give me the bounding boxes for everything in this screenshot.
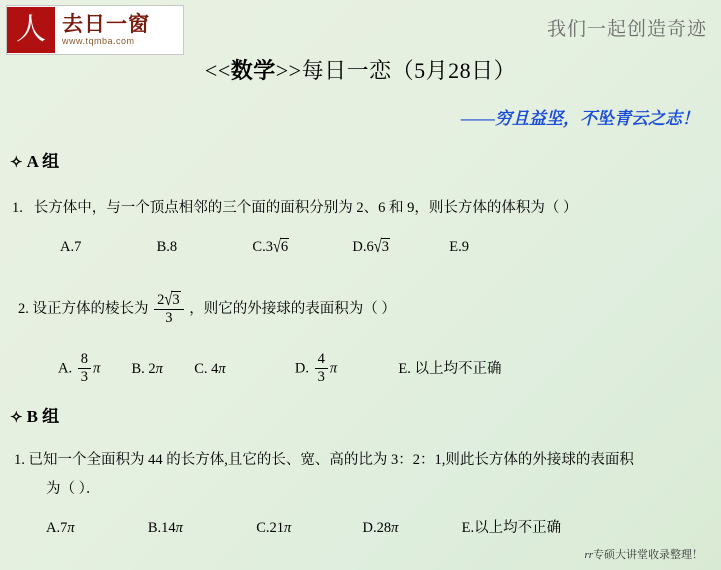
option-a1-A-value: 7	[74, 239, 82, 255]
fraction-4-over-3: $\frac{4}{3}$	[315, 351, 328, 385]
option-a2-A-letter: A.	[58, 360, 73, 377]
option-a1-B-letter: B.	[156, 239, 170, 255]
section-label-a: A 组	[26, 152, 60, 171]
option-a1-E[interactable]	[449, 239, 469, 256]
option-a1-A[interactable]	[60, 239, 81, 256]
option-a2-A[interactable]: A. $\frac{8}{3}$ π	[58, 351, 101, 385]
options-a2	[58, 352, 501, 386]
question-a2-text-before: 设正方体的棱长为	[32, 301, 149, 317]
option-a2-D[interactable]: D. $\frac{4}{3}$ π	[294, 351, 338, 385]
option-a2-C-letter: C.	[194, 360, 208, 377]
option-b1-A-letter: A.	[46, 520, 61, 536]
logo-glyph: 人	[16, 13, 46, 46]
title-prefix: <<	[204, 58, 231, 83]
option-a1-D-letter: D.	[352, 239, 367, 255]
question-a2	[18, 289, 708, 327]
option-a1-A-letter: A.	[60, 239, 75, 255]
site-logo	[6, 5, 184, 55]
option-b1-B-letter: B.	[147, 520, 162, 536]
option-a1-D[interactable]: D.6√3	[352, 236, 389, 257]
question-b1-line2-wrap	[46, 479, 100, 501]
option-b1-E[interactable]	[462, 516, 561, 537]
section-label-b: B 组	[26, 407, 60, 426]
footer-prefix: rr	[584, 549, 593, 561]
logo-text	[55, 13, 150, 46]
option-a1-C[interactable]: C.3√6	[252, 236, 289, 257]
question-a2-text-after: ，则它的外接球的表面积为（ ）	[189, 301, 396, 317]
motto-text: ——穷且益坚，不坠青云之志！	[461, 109, 699, 128]
option-a1-C-letter: C.	[252, 239, 266, 255]
question-b1-number: 1.	[14, 452, 25, 468]
logo-mark-icon	[7, 7, 55, 53]
section-heading-b	[10, 402, 59, 427]
option-b1-E-letter: E.	[461, 520, 475, 536]
question-b1-line2: 为（ ）．	[46, 481, 101, 497]
diamond-icon: ✧	[10, 155, 23, 171]
footer-credit	[584, 546, 703, 562]
option-b1-A[interactable]: A.7π	[46, 520, 75, 536]
option-a2-E-value: 以上均不正确	[414, 360, 502, 377]
options-a1	[60, 238, 469, 256]
option-a2-E[interactable]	[398, 357, 501, 378]
option-a2-C[interactable]: C. 4π	[194, 360, 226, 377]
option-b1-C[interactable]: C.21π	[256, 520, 292, 536]
option-a1-E-letter: E.	[449, 239, 462, 255]
question-a1-text: 长方体中，与一个顶点相邻的三个面的面积分别为 2、6 和 9，则长方体的体积为（ ）	[33, 200, 578, 216]
question-a2-number: 2.	[18, 301, 29, 317]
title-subject: 数学	[230, 58, 276, 83]
option-b1-C-letter: C.	[256, 520, 270, 536]
title-suffix: >>每日一恋（5月28日）	[275, 58, 517, 83]
option-a2-D-letter: D.	[294, 360, 309, 377]
logo-main-text: 去日一窗	[62, 12, 150, 37]
question-a1	[12, 198, 712, 220]
question-b1-line1: 已知一个全面积为 44 的长方体,且它的长、宽、高的比为 3：2：1,则此长方体的外接球的表面积	[28, 452, 634, 468]
option-b1-D[interactable]: D.28π	[362, 520, 399, 536]
option-a2-B[interactable]: B. 2π	[131, 360, 163, 377]
diamond-icon-b: ✧	[10, 410, 23, 426]
sqrt-3: √3	[373, 236, 389, 257]
option-b1-B[interactable]: B.14π	[147, 520, 183, 536]
option-a2-E-letter: E.	[398, 360, 411, 377]
page-title	[0, 54, 721, 85]
option-a1-B-value: 8	[169, 239, 178, 255]
logo-sub-text: www.tqmba.com	[62, 36, 135, 47]
option-b1-D-letter: D.	[362, 520, 377, 536]
fraction-2sqrt3-over-3	[154, 291, 183, 326]
option-a1-E-value: 9	[461, 239, 469, 255]
fraction-8-over-3: $\frac{8}{3}$	[78, 351, 91, 385]
footer-text: 专硕大讲堂收录整理！	[593, 549, 703, 561]
sqrt-6: √6	[272, 236, 289, 257]
header-slogan: 我们一起创造奇迹	[546, 19, 707, 40]
section-heading-a	[10, 147, 59, 172]
options-b1	[46, 516, 561, 537]
option-a2-B-letter: B.	[131, 360, 145, 377]
question-a1-number: 1.	[12, 200, 23, 216]
option-a1-B[interactable]	[157, 239, 178, 256]
option-b1-E-value: 以上均不正确	[474, 520, 562, 536]
fraction-denominator: 3	[165, 309, 173, 326]
fraction-numerator: 2√3	[154, 291, 183, 310]
question-b1	[14, 450, 706, 472]
